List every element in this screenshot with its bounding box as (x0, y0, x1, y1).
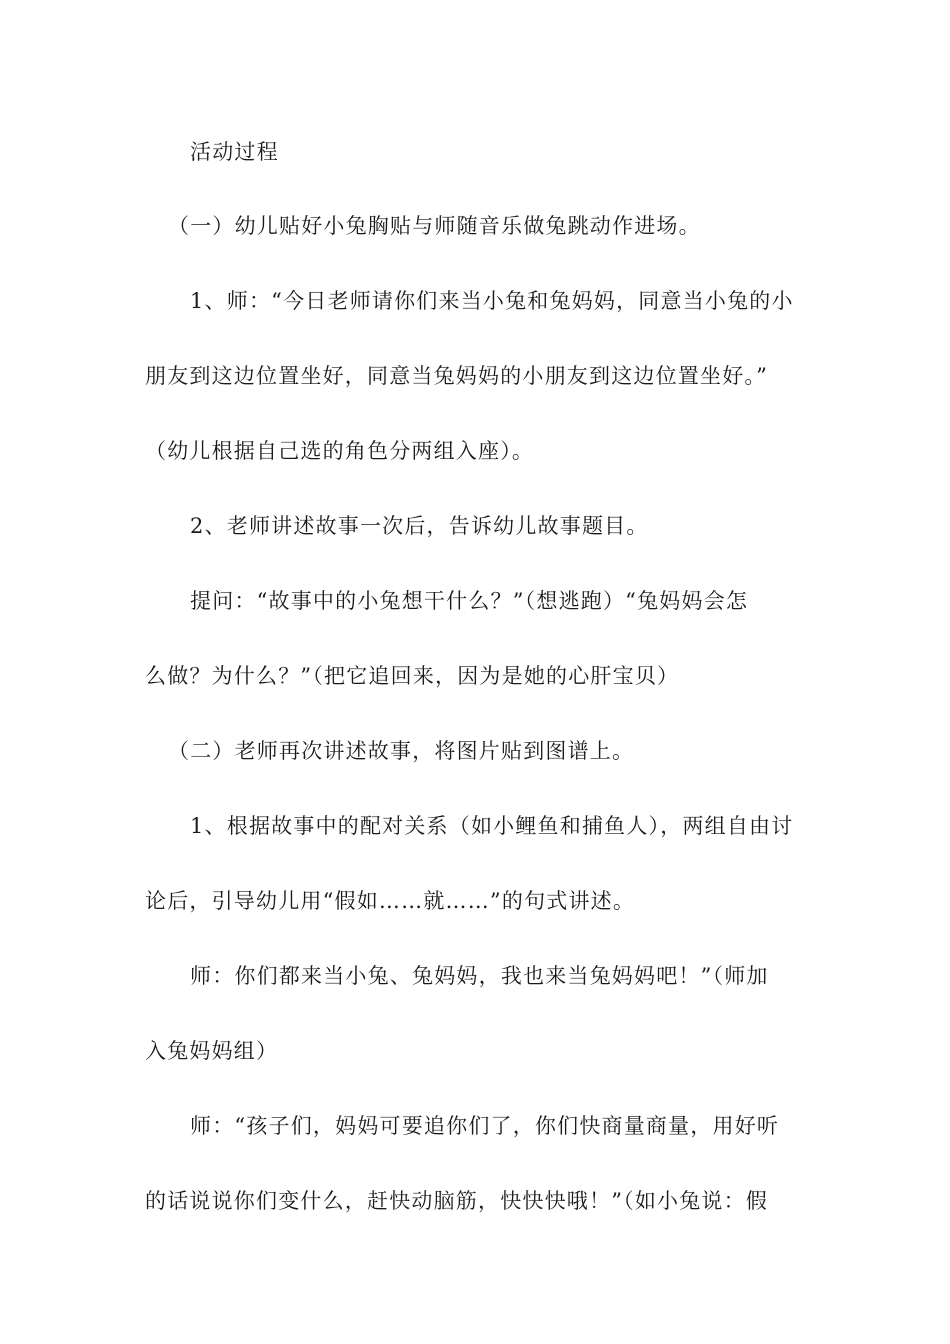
paragraph-line: 的话说说你们变什么，赶快动脑筋，快快快哦！”（如小兔说：假 (145, 1189, 769, 1213)
paragraph-line: （幼儿根据自己选的角色分两组入座）。 (145, 439, 535, 463)
paragraph-line: 1、根据故事中的配对关系（如小鲤鱼和捕鱼人），两组自由讨 (190, 814, 794, 838)
paragraph-line: （一）幼儿贴好小兔胸贴与师随音乐做兔跳动作进场。 (168, 214, 701, 238)
paragraph-line: 朋友到这边位置坐好，同意当兔妈妈的小朋友到这边位置坐好。” (145, 364, 769, 388)
paragraph-line: 么做？为什么？”（把它追回来，因为是她的心肝宝贝） (145, 664, 680, 688)
paragraph-line: 提问：“故事中的小兔想干什么？”（想逃跑）“兔妈妈会怎 (190, 589, 749, 613)
paragraph-line: 入兔妈妈组） (145, 1039, 279, 1063)
paragraph-line: （二）老师再次讲述故事，将图片贴到图谱上。 (168, 739, 635, 763)
paragraph-line: 师：你们都来当小兔、兔妈妈，我也来当兔妈妈吧！”（师加 (190, 964, 769, 988)
paragraph-line: 2、老师讲述故事一次后，告诉幼儿故事题目。 (190, 514, 649, 538)
paragraph-line: 师：“孩子们，妈妈可要追你们了，你们快商量商量，用好听 (190, 1114, 780, 1138)
section-heading: 活动过程 (190, 140, 279, 164)
paragraph-line: 1、师：“今日老师请你们来当小兔和兔妈妈，同意当小兔的小 (190, 289, 794, 313)
paragraph-line: 论后，引导幼儿用“假如……就……”的句式讲述。 (145, 889, 636, 913)
